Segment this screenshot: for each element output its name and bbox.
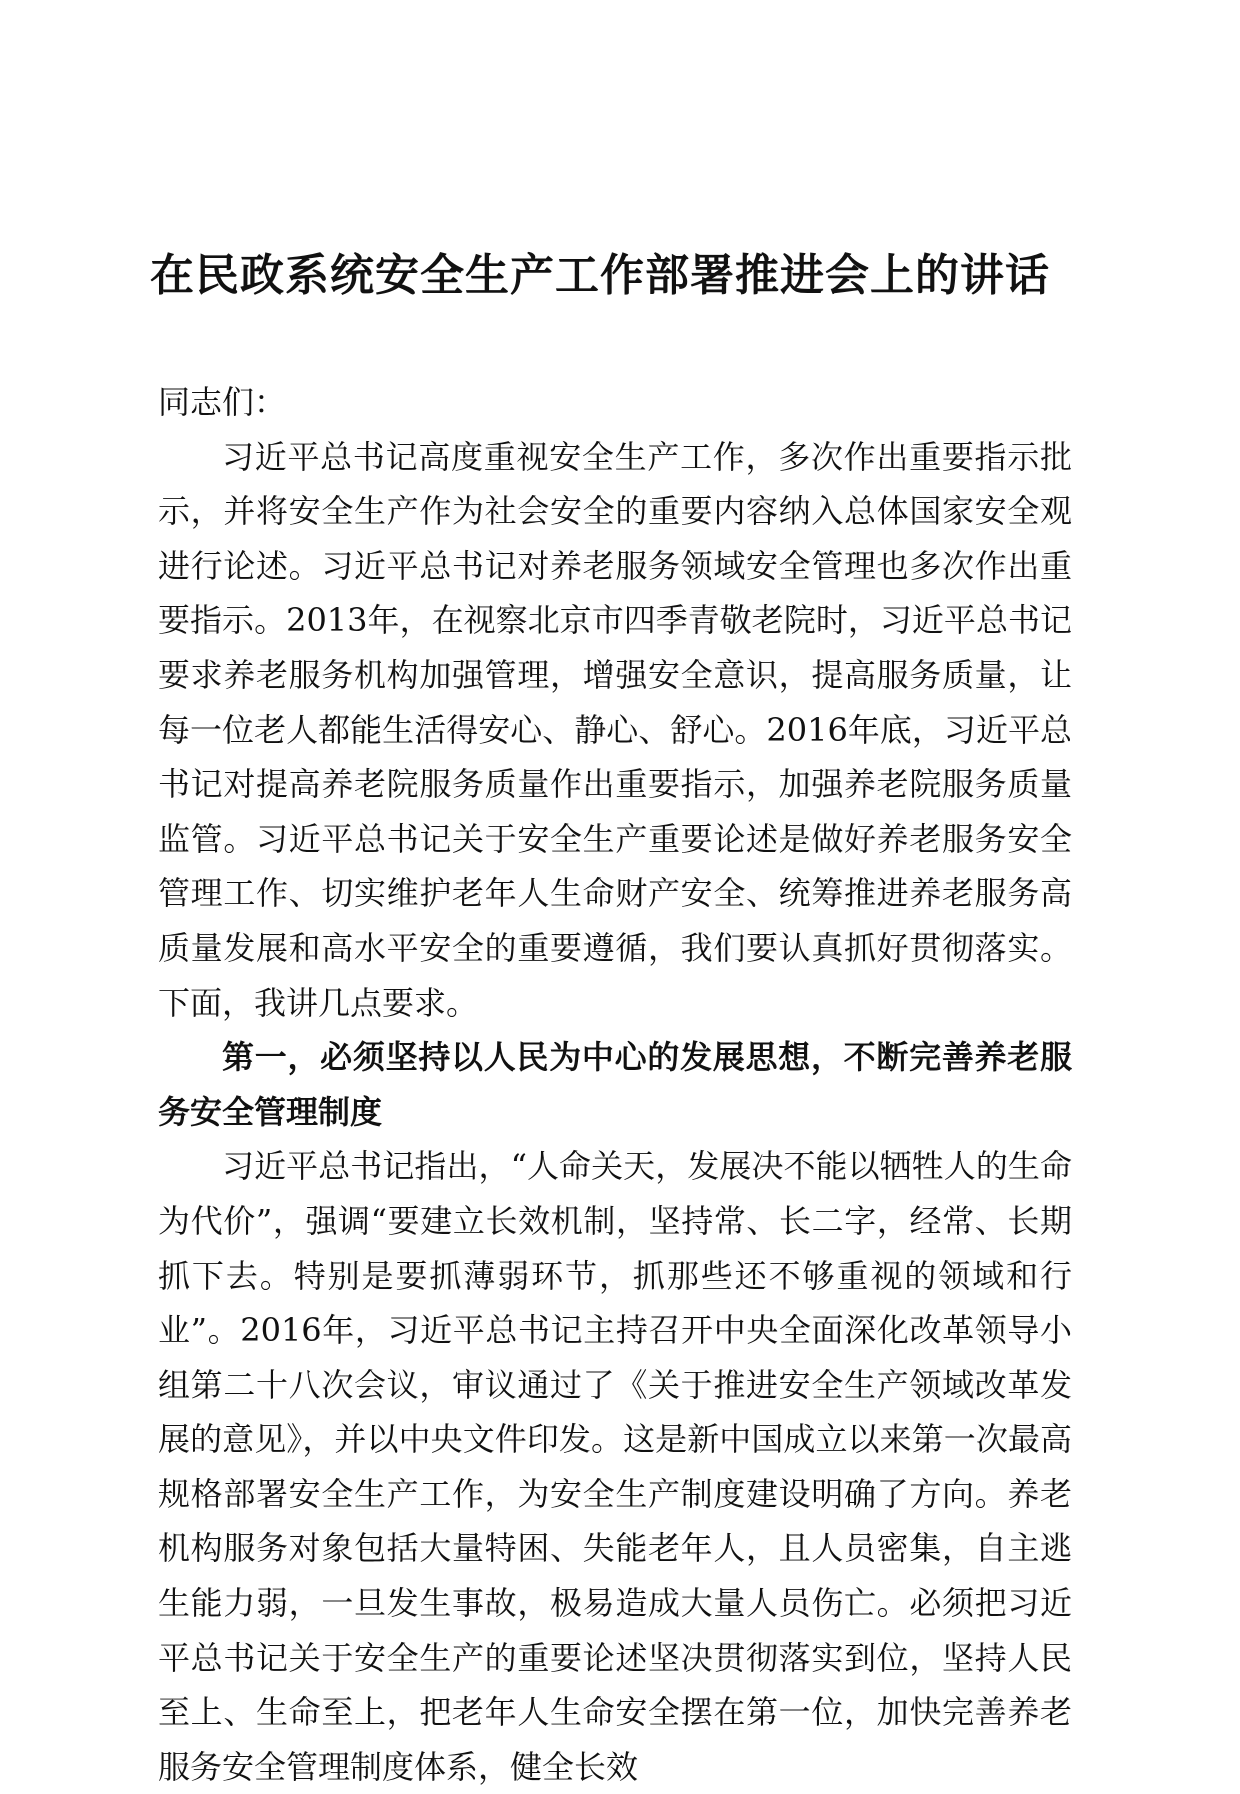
- document-title: 在民政系统安全生产工作部署推进会上的讲话: [150, 250, 1050, 301]
- intro-paragraph: 习近平总书记高度重视安全生产工作，多次作出重要指示批示，并将安全生产作为社会安全的重要内容纳入总体国家安全观进行论述。习近平总书记对养老服务领域安全管理也多次作出重要指示。2013年，在视察北京市四季青敬老院时，习近平总书记要求养老服务机构加强管理，增强安全意识，提高服务质量，让每一位老人都能生活得安心、静心、舒心。2016年底，习近平总书记对提高养老院服务质量作出重要指示，加强养老院服务质量监管。习近平总书记关于安全生产重要论述是做好养老服务安全管理工作、切实维护老年人生命财产安全、统筹推进养老服务高质量发展和高水平安全的重要遵循，我们要认真抓好贯彻落实。下面，我讲几点要求。: [158, 437, 1072, 1022]
- section-paragraph: 习近平总书记指出，“人命关天，发展决不能以牺牲人的生命为代价”，强调“要建立长效机制，坚持常、长二字，经常、长期抓下去。特别是要抓薄弱环节，抓那些还不够重视的领域和行业”。2016年，习近平总书记主持召开中央全面深化改革领导小组第二十八次会议，审议通过了《关于推进安全生产领域改革发展的意见》，并以中央文件印发。这是新中国成立以来第一次最高规格部署安全生产工作，为安全生产制度建设明确了方向。养老机构服务对象包括大量特困、失能老年人，且人员密集，自主逃生能力弱，一旦发生事故，极易造成大量人员伤亡。必须把习近平总书记关于安全生产的重要论述坚决贯彻落实到位，坚持人民至上、生命至上，把老年人生命安全摆在第一位，加快完善养老服务安全管理制度体系，健全长效: [158, 1147, 1072, 1786]
- salutation: 同志们：: [158, 383, 287, 421]
- section-heading: 第一，必须坚持以人民为中心的发展思想，不断完善养老服务安全管理制度: [158, 1038, 1072, 1131]
- document-body: [158, 375, 1072, 1794]
